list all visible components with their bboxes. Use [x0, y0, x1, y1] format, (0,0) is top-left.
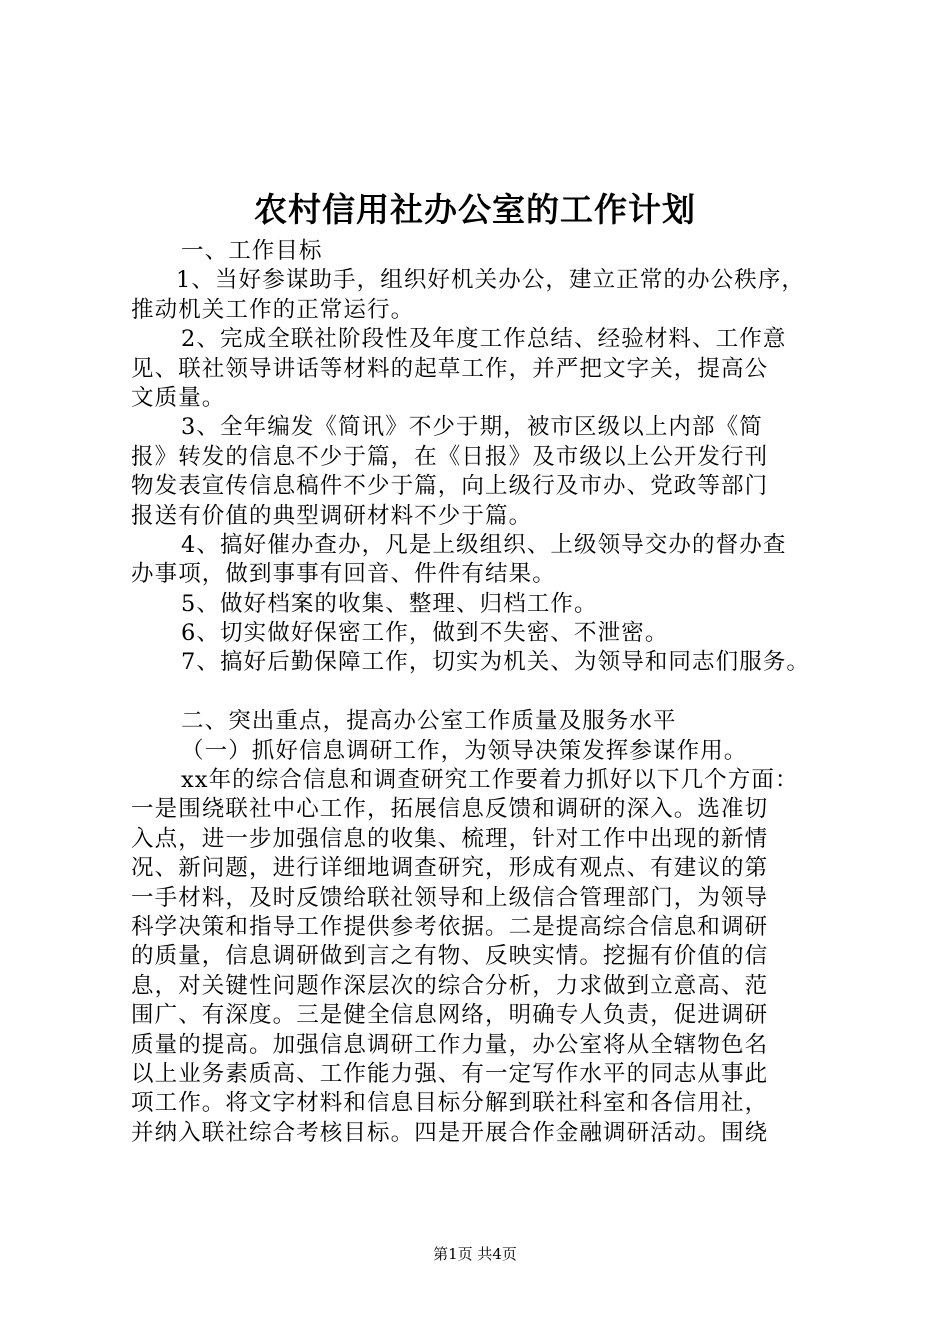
text-line: 并纳入联社综合考核目标。四是开展合作金融调研活动。围绕	[131, 1119, 769, 1146]
page-number-footer: 第1页 共4页	[433, 1245, 517, 1263]
text-line: 见、联社领导讲话等材料的起草工作，并严把文字关，提高公	[131, 355, 769, 382]
text-line: 报送有价值的典型调研材料不少于篇。	[131, 502, 533, 529]
text-line: 一、工作目标	[181, 238, 323, 264]
text-line: 质量的提高。加强信息调研工作力量，办公室将从全辖物色名	[131, 1031, 769, 1058]
text-line: 况、新问题，进行详细地调查研究，形成有观点、有建议的第	[131, 855, 769, 882]
text-line: 息，对关键性问题作深层次的综合分析，力求做到立意高、范	[131, 972, 769, 999]
text-line: 一是围绕联社中心工作，拓展信息反馈和调研的深入。选准切	[131, 796, 769, 823]
text-line: 3、全年编发《简讯》不少于期，被市区级以上内部《简	[181, 414, 763, 441]
text-line: 物发表宣传信息稿件不少于篇，向上级行及市办、党政等部门	[131, 473, 769, 500]
text-line: 一手材料，及时反馈给联社领导和上级信合管理部门，为领导	[131, 884, 769, 911]
text-line: 文质量。	[131, 384, 226, 411]
text-line: 办事项，做到事事有回音、件件有结果。	[131, 561, 556, 588]
text-line: 科学决策和指导工作提供参考依据。二是提高综合信息和调研	[131, 913, 769, 940]
text-line: 报》转发的信息不少于篇，在《日报》及市级以上公开发行刊	[131, 443, 769, 470]
text-line: 以上业务素质高、工作能力强、有一定写作水平的同志从事此	[131, 1060, 769, 1087]
document-body	[131, 237, 831, 1148]
text-line: （一）抓好信息调研工作，为领导决策发挥参谋作用。	[181, 737, 748, 764]
text-line: 二、突出重点，提高办公室工作质量及服务水平	[181, 708, 677, 735]
document-title: 农村信用社办公室的工作计划	[254, 190, 696, 229]
text-line: 围广、有深度。三是健全信息网络，明确专人负责，促进调研	[131, 1002, 769, 1029]
text-line: 推动机关工作的正常运行。	[131, 296, 415, 323]
text-line: 项工作。将文字材料和信息目标分解到联社科室和各信用社，	[131, 1090, 769, 1117]
text-line: 2、完成全联社阶段性及年度工作总结、经验材料、工作意	[181, 326, 787, 353]
text-line: 4、搞好催办查办，凡是上级组织、上级领导交办的督办查	[181, 531, 787, 558]
blank-line	[131, 678, 831, 707]
text-line: 入点，进一步加强信息的收集、梳理，针对工作中出现的新情	[131, 825, 769, 852]
text-line: xx年的综合信息和调查研究工作要着力抓好以下几个方面：	[181, 767, 799, 794]
text-line: 1、当好参谋助手，组织好机关办公，建立正常的办公秩序，	[176, 267, 806, 294]
text-line: 6、切实做好保密工作，做到不失密、不泄密。	[181, 620, 669, 647]
text-line: 的质量，信息调研做到言之有物、反映实情。挖掘有价值的信	[131, 943, 769, 970]
text-line: 5、做好档案的收集、整理、归档工作。	[181, 590, 598, 617]
text-line: 7、搞好后勤保障工作，切实为机关、为领导和同志们服务。	[181, 649, 811, 676]
